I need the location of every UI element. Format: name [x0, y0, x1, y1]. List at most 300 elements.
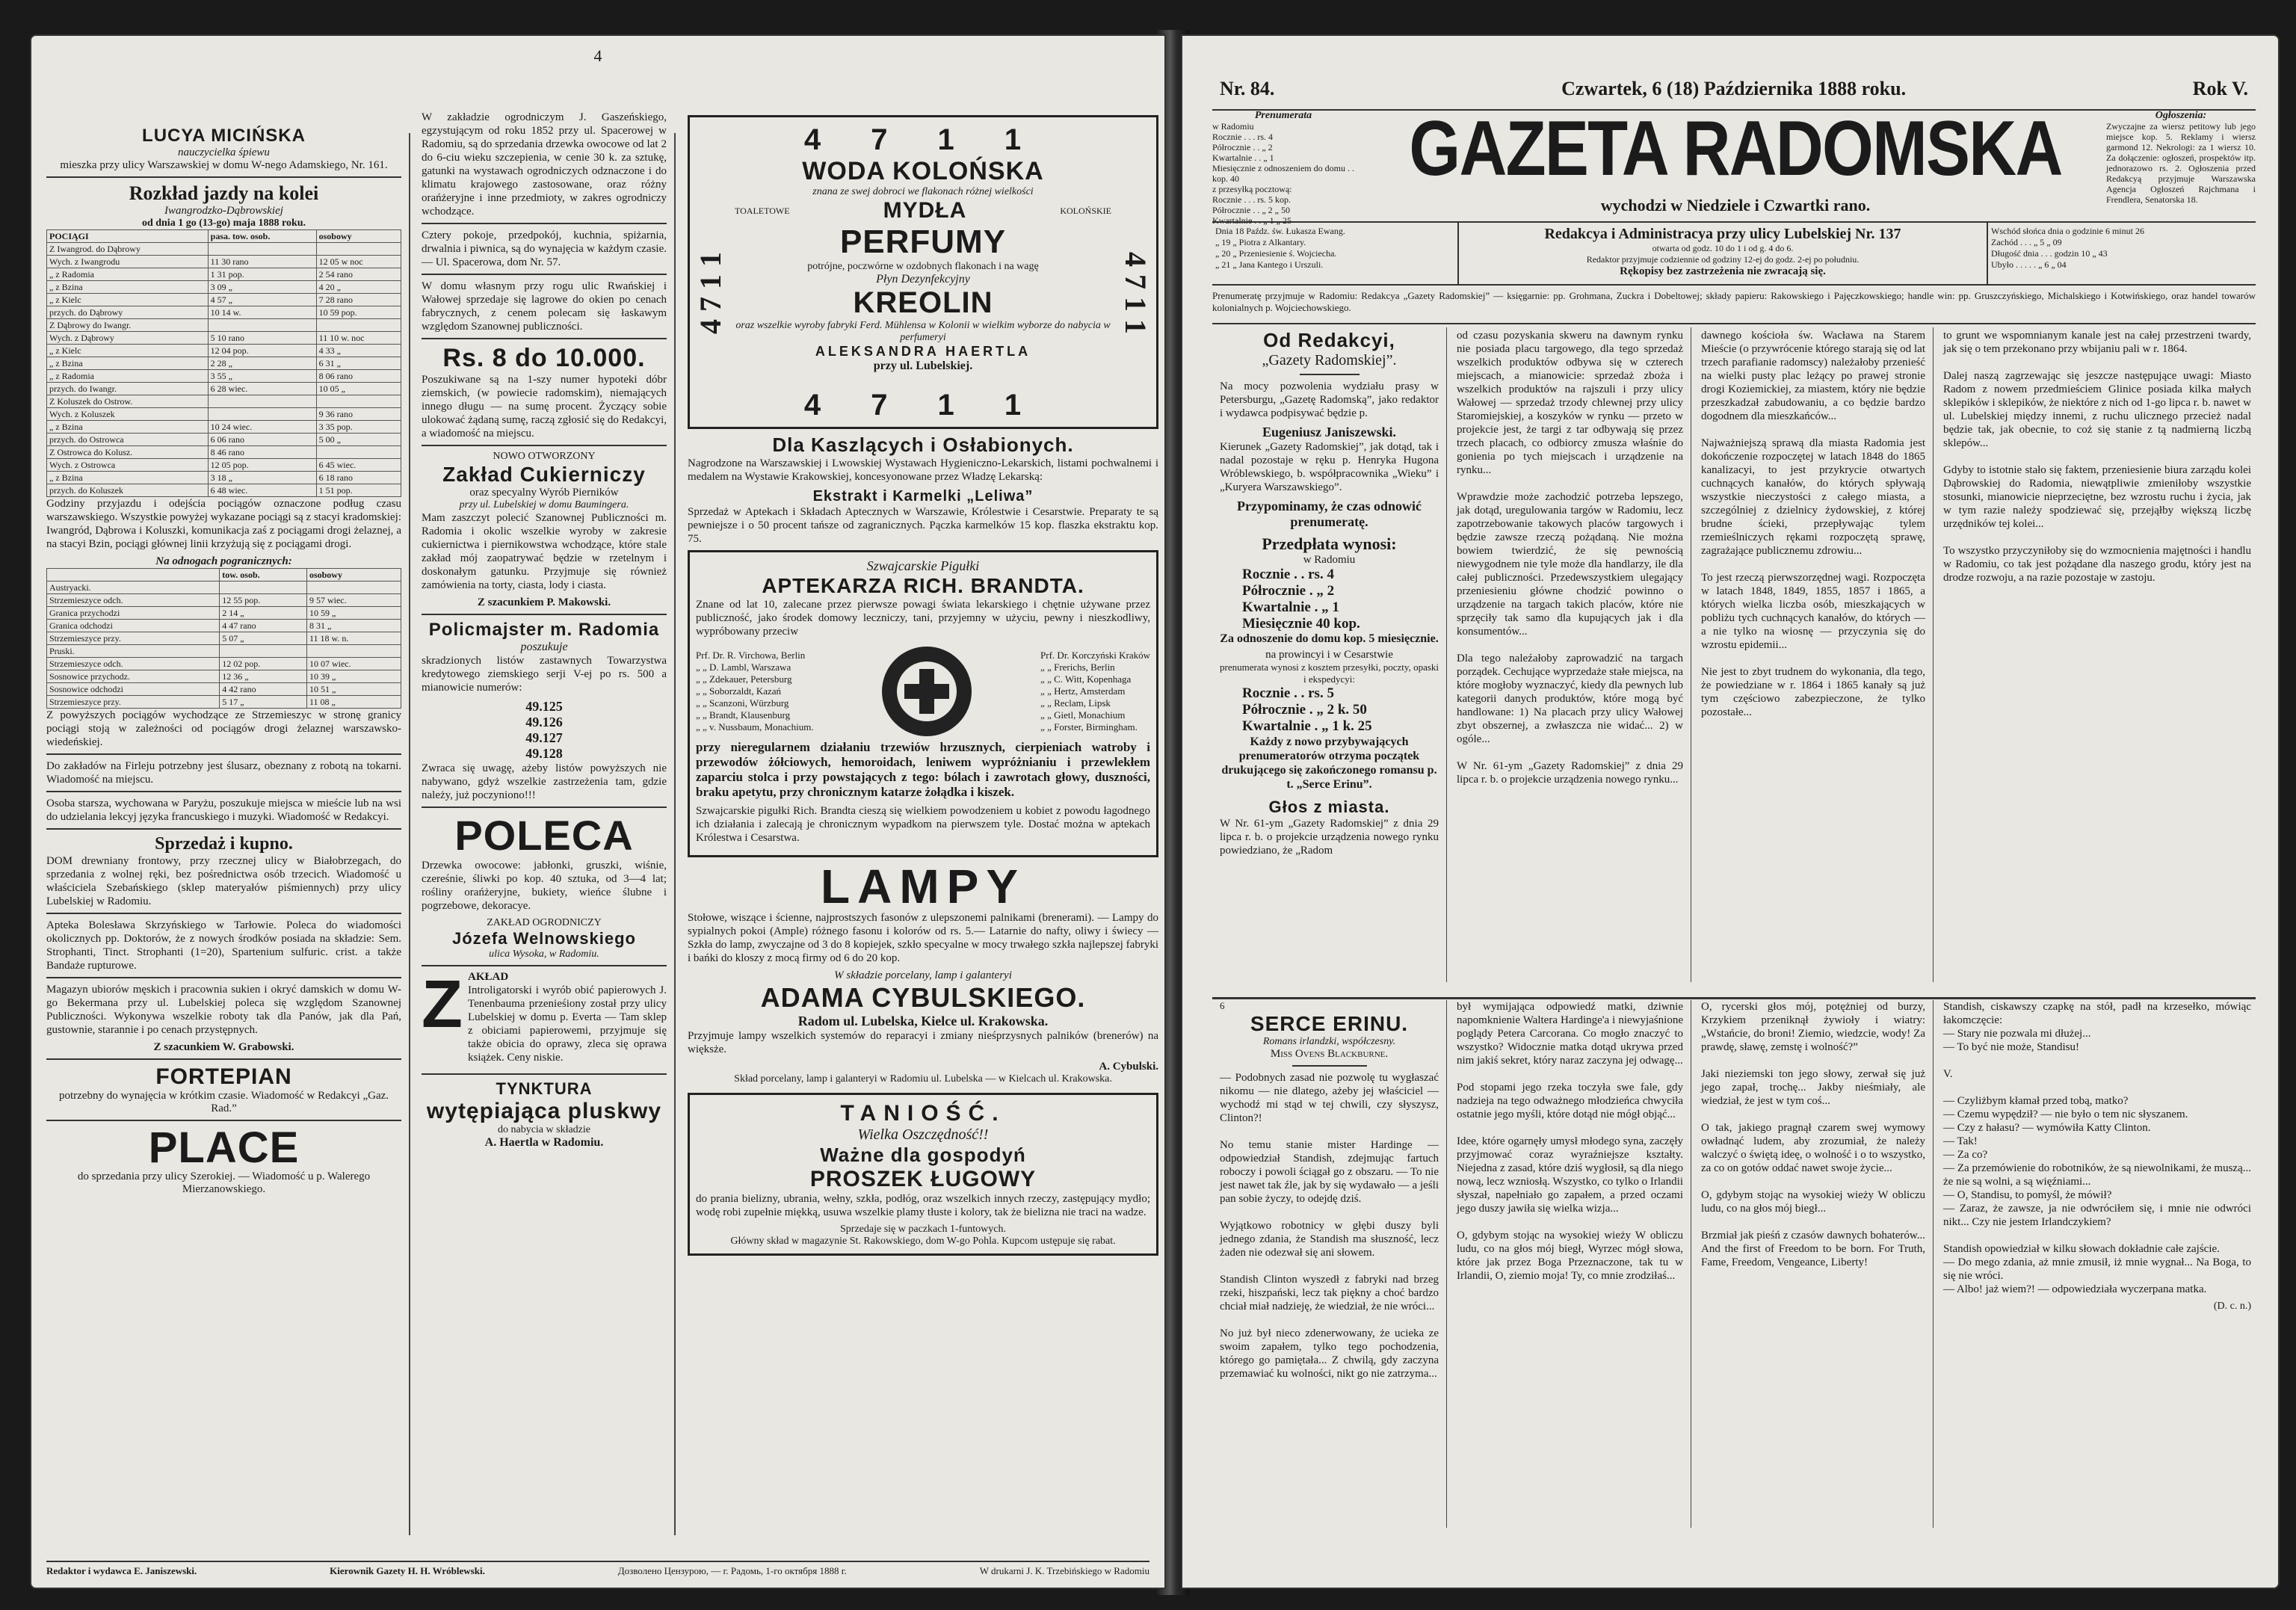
border-timetable-row	[47, 645, 401, 658]
border-timetable-cell: 10 59 „	[306, 607, 401, 620]
timetable-cell: 6 18 rano	[316, 472, 401, 484]
timetable-cell: przych. do Ostrowca	[47, 434, 209, 446]
prenum-row: Rocznie . . . rs. 5 kop.	[1212, 194, 1291, 205]
editorial-sub: „Gazety Radomskiej”.	[1262, 352, 1397, 368]
border-timetable-cell: Granica przychodzi	[47, 607, 220, 620]
right-page	[1181, 34, 2280, 1589]
doctors-right	[1040, 650, 1150, 733]
border-timetable-row	[47, 594, 401, 607]
timetable-cell: Wych. z Iwangrodu	[47, 256, 209, 268]
border-timetable-header: osobowy	[306, 569, 401, 582]
border-timetable-cell: 12 36 „	[220, 670, 307, 683]
timetable-row	[47, 370, 401, 383]
border-timetable-cell: Strzemieszyce odch.	[47, 594, 220, 607]
police-sub: poszukuje	[520, 641, 568, 653]
predplata-row: Kwartalnie . „ 1 k. 25	[1242, 718, 1372, 734]
piano-title: FORTEPIAN	[155, 1064, 292, 1089]
tincture-name: A. Haertla w Radomiu.	[484, 1136, 604, 1149]
pills-ad	[688, 550, 1158, 857]
timetable-note: Godziny przyjazdu i odejścia pociągów oznaczone podług czasu warszawskiego. Wszystkie powyżej wykazane pociągi są z stacyi kradomskiej: Iwangród, Dąbrowa i Koluszki, komunikacja zaś z pociągami drogi żelaznej, a na stacyi Bzin, pociągi głównej linii krzyżują się z pociągami drogi.	[46, 498, 401, 550]
garden-name: Józefa Welnowskiego	[452, 929, 636, 948]
timetable-cell: 12 04 pop.	[208, 345, 316, 357]
border-timetable-cell: Strzemieszyce odch.	[47, 658, 220, 670]
timetable-row	[47, 332, 401, 345]
ad-shop-location: W domu własnym przy rogu ulic Rwańskiej i Wałowej sprzedaje się lagrowe do okien po cenach fabrycznych, z cenem polecam się łaskawym względom Szanownej publiczności.	[422, 280, 667, 333]
novel-subtitle: Romans irlandzki, współczesny.	[1262, 1036, 1396, 1047]
teacher-name: LUCYA MICIŃSKA	[142, 126, 306, 146]
timetable-cell: przych. do Koluszek	[47, 484, 209, 497]
doctor-name: „ „ Frerichs, Berlin	[1040, 661, 1115, 673]
footer-editor: Redaktor i wydawca E. Janiszewski.	[46, 1565, 197, 1576]
timetable-cell: 12 05 pop.	[208, 459, 316, 472]
store-name: ADAMA CYBULSKIEGO.	[760, 982, 1086, 1013]
ad-apprentice: Do zakładów na Firleju potrzebny jest ślusarz, obeznany z robotą na tokarni. Wiadomość na miejscu.	[46, 760, 401, 786]
novel-title: SERCE ERINU.	[1250, 1012, 1409, 1035]
border-note: Z powyższych pociągów wychodzące ze Strzemieszyc w stronę granicy pociągi stoją w zależności od pociągów drogi żelaznej warszawsko-wiedeńskiej.	[46, 709, 401, 748]
pills-title: APTEKARZA RICH. BRANDTA.	[762, 574, 1084, 597]
timetable-cell: 10 14 w.	[208, 306, 316, 319]
pills-sub: Szwajcarskie Pigułki	[866, 558, 980, 573]
predplata-province-note: prenumerata wynosi z kosztem przesyłki, poczty, opaski i ekspedycyi:	[1220, 661, 1439, 685]
garden-address: ulica Wysoka, w Radomiu.	[489, 949, 599, 960]
proszek-sale: Sprzedaje się w paczkach 1-funtowych.	[840, 1224, 1006, 1235]
confect-text: Mam zaszczyt polecić Szanownej Publiczności m. Radomia i okolic wszelkie wyroby w zakresie cukiernictwa i piernikowstwa wchodzące, które stale zakład mój zaopatrywać będzie w rzetelnym i doskonałym gatunku. Przyjmuje się również zamówienia na torty, ciasta, lody i ciasta.	[422, 512, 667, 591]
side-number-right: 4 7 1 1	[1119, 252, 1152, 334]
cologne-ad	[688, 115, 1158, 429]
doctor-name: „ „ Brandt, Klausenburg	[696, 709, 791, 721]
timetable-cell: Wych. z Ostrowca	[47, 459, 209, 472]
novel-column-2	[1449, 1000, 1691, 1535]
place-title: PLACE	[148, 1123, 300, 1172]
ogl-title: Ogłoszenia:	[2155, 110, 2207, 121]
timetable-cell: 9 36 rano	[316, 408, 401, 421]
predplata-rows-2	[1220, 685, 1439, 735]
redakcja-editor: Redaktor przyjmuje codziennie od godziny 12-ej do godz. 2-ej po południu.	[1586, 254, 1860, 265]
border-timetable-cell: 9 57 wiec.	[306, 594, 401, 607]
timetable-cell: 10 59 pop.	[316, 306, 401, 319]
timetable-cell: 3 09 „	[208, 281, 316, 294]
timetable-cell	[316, 446, 401, 459]
tincture-big: wytępiająca pluskwy	[426, 1099, 662, 1123]
proszek-text: do prania bielizny, ubrania, wełny, szkła, podłóg, oraz wszelkich innych rzeczy, zastępujący mydło; wodę robi zupełnie miękką, usuwa wszelkie plamy tłuste i kolory, tak że bielizna nie traci na wadze.	[696, 1193, 1150, 1218]
prenum-row: Miesięcznie z odnoszeniem do domu . . kop. 40	[1212, 163, 1354, 184]
timetable-date: od dnia 1 go (13-go) maja 1888 roku.	[141, 218, 306, 229]
editor-name: Eugeniusz Janiszewski.	[1262, 425, 1397, 439]
confect-address: przy ul. Lubelskiej w domu Baumingera.	[459, 499, 629, 511]
sun-row: Ubyło . . . . . „ 6 „ 04	[1991, 259, 2067, 270]
haertl-name: ALEKSANDRA HAERTLA	[815, 344, 1031, 359]
border-timetable-cell: 10 07 wiec.	[306, 658, 401, 670]
doctor-name: „ „ Hertz, Amsterdam	[1040, 685, 1126, 697]
doctor-name: „ „ Soborzaldt, Kazań	[696, 685, 782, 697]
timetable-cell: 4 33 „	[316, 345, 401, 357]
timetable-row	[47, 446, 401, 459]
border-timetable-cell: Austryacki.	[47, 582, 220, 594]
timetable-subtitle: Iwangrodzko-Dąbrowskiej	[164, 205, 283, 217]
cough-title: Dla Kaszlących i Osłabionych.	[772, 434, 1074, 456]
confect-sub: oraz specyalny Wyrób Pierników	[469, 487, 619, 499]
calendar	[1212, 223, 1459, 284]
novel-sign: (D. c. n.)	[2213, 1301, 2251, 1312]
bookbinder-title: AKŁAD	[467, 971, 509, 983]
prenum-row: w Radomiu	[1212, 121, 1254, 132]
store-sign: A. Cybulski.	[1099, 1061, 1158, 1073]
glos-title: Głos z miasta.	[1268, 798, 1390, 816]
subscribe-line: Prenumeratę przyjmuje w Radomiu: Redakcya „Gazety Radomskiej” — księgarnie: pp. Grohmana, Zuckra i Dobeltowej; składy papieru: Rakowskiego i Pajęczkowskiego; handle win: pp. Gruszczyńskiego, Michalskiego i Kotwińskiego, oraz handel towarów kolonialnych p. Wojciechowskiego.	[1212, 290, 2256, 313]
place-text: do sprzedania przy ulicy Szerokiej. — Wiadomość u p. Walerego Mierzanowskiego.	[77, 1171, 371, 1195]
timetable-cell: 10 24 wiec.	[208, 421, 316, 434]
timetable-cell: „ z Radomia	[47, 370, 209, 383]
piano-text: potrzebny do wynajęcia w krótkim czasie. Wiadomość w Redakcyi „Gaz. Rad.”	[58, 1090, 389, 1114]
ad-tailor-sign: Z szacunkiem W. Grabowski.	[153, 1041, 294, 1053]
timetable-cell: Wych. z Koluszek	[47, 408, 209, 421]
border-timetable-row	[47, 683, 401, 696]
predplata-row: Kwartalnie . „ 1	[1242, 599, 1339, 615]
border-timetable-cell: 5 07 „	[220, 632, 307, 645]
cough-text: Nagrodzone na Warszawskiej i Lwowskiej Wystawach Hygienicznо-Lekarskich, listami pochwalnemi i medalem na Wystawie Krakowskiej, koncesyonowane przez Władzę Lekarską:	[688, 457, 1158, 483]
timetable-row	[47, 472, 401, 484]
timetable-row	[47, 243, 401, 256]
timetable-cell	[316, 319, 401, 332]
police-number: 49.127	[525, 730, 563, 745]
issue-header	[1220, 78, 2248, 100]
ad-pharmacy: Apteka Bolesława Skrzyńskiego w Tarłowie. Poleca do wiadomości okolicznych pp. Doktorów, że z nowych środków posiada na składzie: Sem. Strophanti, Tinct. Strophanti (1=20), Spartenium sulfuric. crist. a także Bandaże rupturowe.	[46, 919, 401, 972]
timetable-row	[47, 421, 401, 434]
border-timetable-cell: 11 18 w. n.	[306, 632, 401, 645]
proszek-store: Główny skład w magazynie St. Rakowskiego, dom W-go Pohla. Kupcom ustępuje się rabat.	[730, 1236, 1116, 1247]
tincture-sub: do nabycia w składzie	[497, 1124, 590, 1135]
timetable-cell: 6 06 rano	[208, 434, 316, 446]
timetable-cell: Z Dąbrowy do Iwangr.	[47, 319, 209, 332]
redakcja-box	[1459, 223, 1987, 284]
doctor-name: „ „ Gietl, Monachium	[1040, 709, 1126, 721]
police-note: Zwraca się uwagę, ażeby listów powyższych nie nabywano, gdyż wszelkie zastrzeżenia tam, gdzie należy, już poczyniono!!!	[422, 762, 667, 801]
lamps-text: Stołowe, wiszące i ścienne, najprostszych fasonów z ulepszonemi palnikami (brenerami). — Lampy do sypialnych pokoi (Ample) różnego fasonu i kolorów od rs. 5.— Latarnie do nafty, oliwy i świecy — Szkła do lamp, zwyczajne od 3 do 8 kopiejek, szkło specyalne w mocy trwałego szkła najlepszej fabryki i bańki do kloszy z mocą firmy od 6 do 20 kop.	[688, 912, 1158, 964]
sales-title: Sprzedaż i kupno.	[155, 834, 293, 854]
timetable-row	[47, 268, 401, 281]
novel-text-2: był wymijająca odpowiedź matki, dziwnie napomknienie Waltera Hardinge'a i niewyjaśnione poglądy Petera Carcorana. Co mogło znaczyć to wszystko? Widocznie matka dotąd ukrywa przed nim jakiś sekret, który naraz zaczyna jej odwagę... Pod stopami jego rzeka toczyła swe fale, gdy nadzieja na tego odważnego młodzieńca chwyciła ostatnie jego myśli, które dotąd nie mógł objąć... Idee, które ogarnęły umysł młodego syna, zaczęły przyjmować coraz wyraźniejsze kształty. Niejedna z zasad, które dziś wygłosił, są dla niego nową, lecz wzniosłą. Wszystko, co tylko o Irlandii słyszał, napełniało go zapałem, a przed oczami jego duszy jawiła się wielka wizja... O, gdybym stojąc na wysokiej wieży W obliczu ludu, co na głos mój biegł, Wyrzec mógł słowa, które jak przez Boga Przeznaczone, tak tu w Irlandii, O, ziemio moja! Ty, co mnie zrodziłaś...	[1457, 1001, 1683, 1282]
proszek-title: PROSZEK ŁUGOWY	[809, 1167, 1037, 1191]
ad-nursery: W zakładzie ogrodniczym J. Gaszeńskiego, egzystującym od roku 1852 przy ul. Spacerowej w Radomiu, są do sprzedania drzewka owocowe od lat 2 do 6-ciu wieku szczepienia, w cenie 30 k. za sztukę, gatunki na wystawach ogrodniczych odznaczone i do klimatu krajowego zastosowane, oraz różny orańżeryjne i inne przedmioty, w zakres ogrodniczy wchodzące.	[422, 111, 667, 218]
border-timetable-cell: 4 42 rano	[220, 683, 307, 696]
timetable-header: POCIĄGI	[47, 230, 209, 243]
timetable-row	[47, 319, 401, 332]
border-timetable-row	[47, 632, 401, 645]
confect-sign: Z szacunkiem P. Makowski.	[477, 596, 611, 608]
timetable-cell	[208, 243, 316, 256]
right-column-2	[1449, 329, 1691, 987]
timetable-cell: 4 57 „	[208, 294, 316, 306]
border-timetable-row	[47, 607, 401, 620]
border-timetable-cell	[220, 582, 307, 594]
timetable-cell: 8 06 rano	[316, 370, 401, 383]
police-number: 49.126	[525, 715, 563, 730]
timetable-cell: „ z Bzina	[47, 281, 209, 294]
predplata-row: Rocznie . . rs. 4	[1242, 567, 1334, 582]
doctor-name: „ „ D. Lambl, Warszawa	[696, 661, 791, 673]
tincture-title: TYNKTURA	[496, 1079, 593, 1098]
loan-text: Poszukiwane są na 1-szy numer hypoteki dóbr ziemskich, (w powiecie radomskim), niemających innego długu — na sumę procent. Życzący sobie ulokować żądaną sumę, raczą zgłosić się do Redakcyi, a wiadomość na miejscu.	[422, 374, 667, 439]
border-timetable-cell: 10 39 „	[306, 670, 401, 683]
redakcja-hours: otwarta od godz. 10 do 1 i od g. 4 do 6.	[1652, 243, 1794, 253]
border-timetable-cell: Strzemieszyce przy.	[47, 632, 220, 645]
predplata-rows	[1220, 567, 1439, 632]
timetable-cell	[208, 319, 316, 332]
pills-text: Znane od lat 10, zalecane przez pierwsze powagi świata lekarskiego i chętnie używane przez publiczność, jako środek domowy leczniczy, tani, przyjemny w użyciu, pewny i nieszkodliwy, wypróbowany przeciw	[696, 599, 1150, 638]
sun-row: Długość dnia . . . godzin 10 „ 43	[1991, 248, 2108, 259]
predplata-row: Półrocznie . „ 2	[1242, 583, 1335, 599]
timetable-cell: 1 31 pop.	[208, 268, 316, 281]
timetable-cell: Z Ostrowca do Kolusz.	[47, 446, 209, 459]
timetable-cell: 11 30 rano	[208, 256, 316, 268]
predplata-gift: Każdy z nowo przybywających prenumeratorów otrzyma początek drukującego się zakończonego romansu p. t. „Serce Erinu”.	[1221, 735, 1437, 791]
timetable-row	[47, 357, 401, 370]
page-number: 4	[593, 46, 602, 65]
doctor-name: Prf. Dr. R. Virchowa, Berlin	[696, 650, 806, 661]
info-band	[1212, 221, 2256, 286]
timetable-cell: 6 45 wiec.	[316, 459, 401, 472]
rekopisy: Rękopisy bez zastrzeżenia nie zwracają się.	[1620, 265, 1826, 277]
doctors-left	[696, 650, 814, 733]
police-text: skradzionych listów zastawnych Towarzystwa kredytowego ziemskiego serji V-ej po rs. 500 a mianowicie numerów:	[422, 655, 667, 694]
novel-text-3: O, rycerski głos mój, potężniej od burzy, Krzykiem przeniknął żywioły i wiatry: „Wstańcie, do broni! Ziemio, wiedzcie, wody! Za prawdę, sławę, zemstę i wolność?” Jaki nieziemski ton jego słowy, zerwał się już jego zapał, trochę... Jakby nieśmiały, ale wiedział, że jest w tym coś... O tak, jakiego pragnął czarem swej wymowy owładnąć ludem, aby zrozumiał, że należy walczyć o świętą ideę, o wolność i o to wszystko, za co on gotów oddać nawet swoje życie... O, gdybym stojąc na wysokiej wieży W obliczu ludu, co na głos mój biegł... Brzmiał jak pieśń z czasów dawnych bohaterów... And the first of Freedom to be born. For Truth, Fame, Freedom, Vengeance, Liberty!	[1701, 1001, 1925, 1268]
store-foot: Skład porcelany, lamp i galanteryi w Radomiu ul. Lubelska — w Kielcach ul. Krakowska.	[734, 1073, 1112, 1085]
timetable-cell: „ z Bzina	[47, 472, 209, 484]
border-timetable-cell: Granica odchodzi	[47, 620, 220, 632]
timetable-row	[47, 345, 401, 357]
prenumerata-box	[1212, 111, 1354, 226]
border-timetable-cell: 11 08 „	[306, 696, 401, 709]
issue-number: Nr. 84.	[1220, 78, 1275, 99]
timetable-cell: 7 28 rano	[316, 294, 401, 306]
masthead: GAZETA RADOMSKA	[1409, 105, 2062, 192]
timetable-cell	[316, 395, 401, 408]
border-timetable-cell	[220, 645, 307, 658]
prenum-rows	[1212, 121, 1354, 226]
kreolin-sub: oraz wszelkie wyroby fabryki Ferd. Mühlensa w Kolonii w wielkim wyborze do nabycia w perfumeryi	[735, 320, 1111, 343]
store-note: Przyjmuje lampy wszelkich systemów do reparacyi i zmiany nieśprzysnych palników (brenerów) na więksże.	[688, 1030, 1158, 1055]
timetable-row	[47, 256, 401, 268]
store-hint: W składzie porcelany, lamp i galanteryi	[834, 969, 1012, 981]
timetable-cell: 2 54 rano	[316, 268, 401, 281]
left-column-3	[680, 111, 1166, 1588]
ad-rooms: Cztery pokoje, przedpokój, kuchnia, spiżarnia, drwalnia i piwnica, są do wynajęcia w każdym czasie. — Ul. Spacerowa, dom Nr. 57.	[422, 229, 667, 268]
doctor-name: „ „ Reclam, Lipsk	[1040, 697, 1111, 709]
sun-row: Wschód słońca dnia o godzinie 6 minut 26	[1991, 226, 2144, 236]
timetable-cell	[208, 395, 316, 408]
column-divider	[409, 133, 410, 1535]
timetable-cell: 6 48 wiec.	[208, 484, 316, 497]
confect-new: NOWO OTWORZONY	[493, 451, 596, 462]
tanio-title: TANIOŚĆ.	[840, 1101, 1006, 1126]
haertl-address: przy ul. Lubelskiej.	[873, 360, 973, 372]
timetable-row	[47, 408, 401, 421]
glos-text: W Nr. 61-ym „Gazety Radomskiej” z dnia 29 lipca r. b. o projekcie urządzenia nowego rynku powiedziano, że „Radom	[1220, 818, 1439, 857]
ogl-text: Zwyczajne za wiersz petitowy lub jego miejsce kop. 5. Reklamy i wiersz garmond 12. Nekrologi: za 1 wiersz 10. Za dołączenie: ogłoszeń, prospektów itp. jednorazowo rs. 2. Ogłoszenia przed Redakcyą przyjmuje Warszawska Agencja Ogłoszeń Rajchmana i Frendlera, Senatorska 18.	[2106, 121, 2256, 205]
novel-column-1	[1212, 1000, 1446, 1535]
timetable-cell: 2 28 „	[208, 357, 316, 370]
police-number: 49.125	[525, 699, 563, 714]
mydla-prefix: TOALETOWE	[735, 205, 790, 216]
timetable-cell: „ z Bzina	[47, 357, 209, 370]
sun-info	[1987, 223, 2256, 284]
issue-year: Rok V.	[2192, 78, 2248, 99]
doctor-name: „ „ Forster, Birmingham.	[1040, 721, 1138, 732]
calendar-row: „ 21 „ Jana Kantego i Urszuli.	[1215, 259, 1324, 270]
novel-column-3	[1694, 1000, 1933, 1535]
border-timetable-cell	[306, 582, 401, 594]
timetable-cell: 8 46 rano	[208, 446, 316, 459]
timetable-cell: Z Koluszek do Ostrow.	[47, 395, 209, 408]
timetable-row	[47, 281, 401, 294]
mydla-suffix: KOLOŃSKIE	[1060, 205, 1111, 216]
pills-big: przy nieregularnem działaniu trzewiów hrzusznych, cierpieniach watroby i przewodów żółciowych, hemoroidach, leniwem wypróżnianiu i przewlekłem zaparciu stolca i przy powstających z tego: bólach i zawrotach głowy, duszności, braku apetytu, przy chronicznym katarze żołądka i kiszek.	[696, 740, 1150, 799]
predplata-deliver: Za odnoszenie do domu kop. 5 miesięcznie.	[1220, 632, 1439, 645]
side-number-left: 4 7 1 1	[694, 252, 727, 334]
loan-title: Rs. 8 do 10.000.	[442, 344, 646, 372]
timetable-row	[47, 294, 401, 306]
ad-number: 4 7 1 1	[803, 123, 1043, 156]
ad-governess: Osoba starsza, wychowana w Paryżu, poszukuje miejsca w mieście lub na wsi do udzielania lekcyj języka francuskiego i muzyki. Wiadomość w Redakcyi.	[46, 798, 401, 823]
border-timetable-cell: 8 31 „	[306, 620, 401, 632]
doctor-name: „ „ Scanzoni, Würzburg	[696, 697, 789, 709]
footer-manager: Kierownik Gazety H. H. Wróblewski.	[330, 1565, 485, 1576]
ad-number-bottom: 4 7 1 1	[803, 389, 1043, 422]
timetable-cell: 6 28 wiec.	[208, 383, 316, 395]
mydla-title: MYDŁA	[883, 198, 967, 223]
border-timetable-cell: 10 51 „	[306, 683, 401, 696]
ad-tailor: Magazyn ubiorów męskich i pracownia sukien i okryć damskich w domu W-go Bekermana przy ul. Lubelskiej poleca się względom Szanownej Publiczności. Wykonywa wszelkie roboty tak dla Panów, jak dla Pań, gustownie, starannie i po cenach przystępnych.	[46, 984, 401, 1036]
timetable-cell: „ z Bzina	[47, 421, 209, 434]
prenum-row: Półrocznie . . „ 2	[1212, 142, 1273, 152]
timetable-cell: przych. do Iwangr.	[47, 383, 209, 395]
prenum-row: Rocznie . . . rs. 4	[1212, 132, 1273, 142]
teacher-address: mieszka przy ulicy Warszawskiej w domu W-nego Adamskiego, Nr. 161.	[60, 159, 388, 171]
article-column-3: dawnego kościoła św. Wacława na Starem Mieście (o przywrócenie którego starają się od lat trzech parafianie radomscy) należałoby przenieść na wielki pusty plac leżący po prawej stronie drogi Koziemickiej, za miastem, który nie będzie przeszkadzał zabudowaniu, a co będzie bardzo dogodnem dla mieszkańców... Najważniejszą sprawą dla miasta Radomia jest dokończenie rozpoczętej w latach 1848 do 1865 kanalizacyi, to jest przykrycie otwartych cuchnących kanałów, do których spływają wszystkie nieczystości z całego miasta, a szczególniej z dzielnicy żydowskiej, z której brudne ścieki, przepływając tylem rzemieślniczych rękami rozpoczętą sprawę, zagrażające publicznemu zdrowiu... To jest rzeczą pierwszorzędnej wagi. Rozpoczęta w latach 1848, 1849, 1855, 1857 i 1865, a których wielka liczba osób, mieszkających w pobliżu tych cuchnących kanałów, do których — a nie tylko na wiosnę — przyczynia się do wzrostu epidemii... Nie jest to zbyt trudnem do wykonania, dla tego, że powiedziane w r. 1864 i 1865 kanały są już tym częściowo zabezpieczone, że tylko pozostałe...	[1701, 330, 1925, 718]
cough-product: Ekstrakt i Karmelki „Leliwa”	[812, 488, 1034, 505]
timetable-cell: 3 18 „	[208, 472, 316, 484]
timetable-row	[47, 395, 401, 408]
timetable-table	[46, 229, 401, 497]
calendar-row: „ 19 „ Piotra z Alkantary.	[1215, 237, 1306, 247]
prenum-row: Kwartalnie . . „ 1 „ 25	[1212, 215, 1292, 226]
border-timetable-row	[47, 620, 401, 632]
bookbinder-ad	[422, 967, 667, 1069]
border-timetable-cell: Sosnowice odchodzi	[47, 683, 220, 696]
bookbinder-text: Introligatorski i wyrób obić papierowych J. Tenenbauma przenieśiony został przy ulicy Lubelskiej w domu p. Everta — Tam sklep z obiciami papierowemi, przyjmuje się także obicia do oprawy, zleca się oprawa książek. Ceny niskie.	[467, 984, 667, 1064]
ogloszenia-box	[2106, 111, 2256, 205]
wazne-text: Ważne dla gospodyń	[820, 1144, 1026, 1166]
timetable-cell: 3 35 pop.	[316, 421, 401, 434]
timetable-cell: 6 31 „	[316, 357, 401, 370]
trees-text: Drzewka owocowe: jabłonki, gruszki, wiśnie, czereśnie, śliwki po kop. 40 sztuka, od 3—4 lat; rośliny orańżeryjne, bukiety, wieńce ślubne i pogrzebowe, dekoracye.	[422, 860, 667, 912]
timetable-cell	[208, 408, 316, 421]
editorial-text-2: Kierunek „Gazety Radomskiej”, jak dotąd, tak i nadal pozostaje w ręku p. Henryka Hugona Wróblewskiego, b. współpracownika „Wieku” i „Kuryera Warszawskiego”.	[1220, 441, 1439, 493]
timetable-cell: „ z Kielc	[47, 294, 209, 306]
prenum-title: Prenumerata	[1254, 110, 1312, 121]
timetable-cell: „ z Kielc	[47, 345, 209, 357]
woda-title: WODA KOLOŃSKA	[802, 157, 1044, 185]
lye-powder-ad	[688, 1093, 1158, 1256]
border-timetable-cell: Pruski.	[47, 645, 220, 658]
timetable-cell: Wych. z Dąbrowy	[47, 332, 209, 345]
brandt-seal-icon	[878, 643, 975, 740]
poleca-title: POLECA	[454, 812, 634, 859]
garden-label: ZAKŁAD OGRODNICZY	[487, 917, 602, 928]
editorial-text: Na mocy pozwolenia wydziału prasy w Petersburgu, „Gazetę Radomską”, jako redaktor i wydawca podpisywać będzie p.	[1220, 380, 1439, 419]
border-timetable-cell: 4 47 rano	[220, 620, 307, 632]
timetable-header: osobowy	[316, 230, 401, 243]
column-divider	[674, 133, 676, 1535]
doctor-name: „ „ C. Witt, Kopenhaga	[1040, 673, 1132, 685]
prenum-row: z przesyłką pocztową:	[1212, 184, 1292, 194]
kreolin-title: KREOLIN	[853, 286, 993, 319]
timetable-cell: przych. do Dąbrowy	[47, 306, 209, 319]
novel-number: 6	[1220, 1000, 1225, 1011]
border-timetable-row	[47, 670, 401, 683]
timetable-cell: 5 00 „	[316, 434, 401, 446]
border-timetable-cell: 2 14 „	[220, 607, 307, 620]
left-page	[30, 34, 1166, 1589]
right-column-3	[1694, 329, 1933, 987]
border-timetable-title: Na odnogach pogranicznych:	[155, 555, 292, 567]
novel-author: Miss Ovens Blackburne.	[1270, 1048, 1389, 1060]
timetable-cell: Z Iwangrod. do Dąbrowy	[47, 243, 209, 256]
predplata-province: na prowincyi i w Cesarstwie	[1265, 649, 1393, 661]
doctor-name: „ „ v. Nussbaum, Monachium.	[696, 721, 814, 732]
z-initial: Z	[422, 967, 463, 1042]
doctor-name: Prf. Dr. Korczyński Kraków	[1040, 650, 1150, 661]
border-timetable-cell	[306, 645, 401, 658]
timetable-row	[47, 459, 401, 472]
novel-text-1: — Podobnych zasad nie pozwolę tu wygłaszać nikomu — nie dlatego, ażeby jej właściciel — wychodź mi stąd w tej chwili, czy słyszysz, Clinton?! No temu stanie mister Hardinge — odpowiedział Standish, zdejmując fartuch roboczy i powoli ściągał go z obszaru. — To nie jest nawet tak źle, jak by się wydawało — a jeśli pan sobie życzy, to odejdę dziś. Wyjątkowo robotnicy w głębi duszy byli jednego zdania, że Standish ma słuszność, lecz żaden nie odezwał się ani słowem. Standish Clinton wyszedł z fabryki nad brzeg rzeki, hiszpański, lecz tak piękny a choć bardzo chciał miał nadzieję, że wiedział, że nie wróci... No już był nieco zdenerwowany, że ucieka ze swoim zapałem, tylko tego pochodzenia, którego go pamiętała... Z chwilą, gdy zaczyna przemawiać ku wolności, nikt go nie zatrzyma...	[1220, 1072, 1439, 1380]
ad-house: DOM drewniany frontowy, przy rzecznej ulicy w Białobrzegach, do sprzedania z wolnej ręki, bez pośrednictwa osób trzecich. Wiadomość u właściciela Szebańskiego (sklep materyałów piśmiennych) przy ulicy Lubelskiej w Radomiu.	[46, 855, 401, 907]
doctor-name: „ „ Zdekauer, Petersburg	[696, 673, 792, 685]
police-title: Policmajster m. Radomia	[428, 620, 660, 640]
plyn-title: Płyn Dezynfekcyjny	[876, 273, 970, 286]
novel-text-4: Standish, ciskawszy czapkę na stół, padł na krzesełko, mówiąc łakomczęcie: — Stary nie pozwala mi dłużej... — To być nie może, Standisu! V. — Czyliżbym kłamał przed tobą, matko? — Czemu wypędził? — nie było o tem nic słyszanem. — Czy z hałasu? — wymówiła Katty Clinton. — Tak! — Za co? — Za przemówienie do robotników, że są niewolnikami, że muszą... że nie są wolni, a są więźniami... — O, Standisu, to pomyśl, że mówił? — Zaraz, że zawsze, ja nie odwróciłem się, i mnie nie odwróci nikt... Czy nie jestem Irlandczykiem? Standish opowiedział w kilku słowach dokładnie całe zajście. — Do mego zdania, aż mnie zmusił, iż mnie wygnał... Na Boga, to się nie wróci. — Albo! jaż wiem?! — odpowiedziała wyczerpana matka.	[1943, 1001, 2251, 1295]
right-column-1	[1212, 329, 1446, 987]
border-timetable-row	[47, 582, 401, 594]
calendar-row: Dnia 18 Paźdz. św. Łukasza Ewang.	[1215, 226, 1345, 236]
redakcja: Redakcya i Administracya przy ulicy Lubelskiej Nr. 137	[1544, 226, 1901, 242]
teacher-role: nauczycielka śpiewu	[178, 146, 270, 158]
timetable-row	[47, 484, 401, 497]
perfumy-sub: potrójne, poczwórne w ozdobnych flakonach i na wagę	[807, 261, 1039, 272]
timetable-cell: 11 10 w. noc	[316, 332, 401, 345]
predplata-row: Miesięcznie 40 kop.	[1242, 616, 1360, 632]
store-address: Radom ul. Lubelska, Kielce ul. Krakowska.	[797, 1014, 1049, 1028]
border-timetable-table	[46, 568, 401, 709]
editorial-title: Od Redakcyi,	[1263, 329, 1395, 351]
wielka-text: Wielka Oszczędność!!	[857, 1126, 989, 1143]
timetable-cell: 3 55 „	[208, 370, 316, 383]
border-timetable-cell: Strzemieszyce przy.	[47, 696, 220, 709]
border-timetable-row	[47, 696, 401, 709]
tagline: wychodzi w Niedziele i Czwartki rano.	[1600, 196, 1871, 215]
border-timetable-header	[47, 569, 220, 582]
prenum-row: Półrocznie . . „ 2 „ 50	[1212, 205, 1290, 215]
calendar-row: „ 20 „ Przeniesienie ś. Wojciecha.	[1215, 248, 1337, 259]
novel-column-4	[1936, 1000, 2259, 1535]
timetable-cell: 4 20 „	[316, 281, 401, 294]
cough-sale: Sprzedaż w Aptekach i Składach Aptecznych w Warszawie, Królestwie i Cesarstwie. Preparaty te są pewniejsze i o 50 procent tańsze od zagranicznych. Pączka karmelków 15 kop. flaszka ekstraktu kop. 75.	[688, 506, 1158, 545]
woda-sub: znana ze swej dobroci we flakonach różnej wielkości	[812, 186, 1034, 197]
article-column-4: to grunt we wspomnianym kanale jest na całej przestrzeni twardy, jak się o tem przekonano przy wbijaniu pali w r. 1864. Dalej naszą zagrzewając się jeszcze następujące uwagi: Miasto Radom z nowem przedmieściem Glinice posiada kilka małych sklepików i sklepików, że niektóre z nich od 1-go lipca r. b. nawet w ul. Lubelskiej między innemi, z ruchu ulicznego przecież nadal będzie tak, jak obecnie, to coż się stanie z tą nadmierną liczbą sklepów... Gdyby to istotnie stało się faktem, przeniesienie biura zarządu kolei Dąbrowskiej do Radomia, niewątpliwie zmieniłoby wszystkie stosunki, mianowicie nieprzeciętne, bez wzrostu ruchu i życia, jak w tym razie należy spodziewać się, przejąłby większą liczbę urzędników tej kolei... To wszystko przyczyniłoby się do wzmocnienia majętności i handlu w Radomiu, co tak jest pożądane dla naszego grodu, który jest na drodze rozwoju, a na razie pozostaje w zastoju.	[1943, 330, 2251, 584]
border-timetable-row	[47, 658, 401, 670]
timetable-row	[47, 306, 401, 319]
sun-row: Zachód . . . „ 5 „ 09	[1991, 237, 2062, 247]
